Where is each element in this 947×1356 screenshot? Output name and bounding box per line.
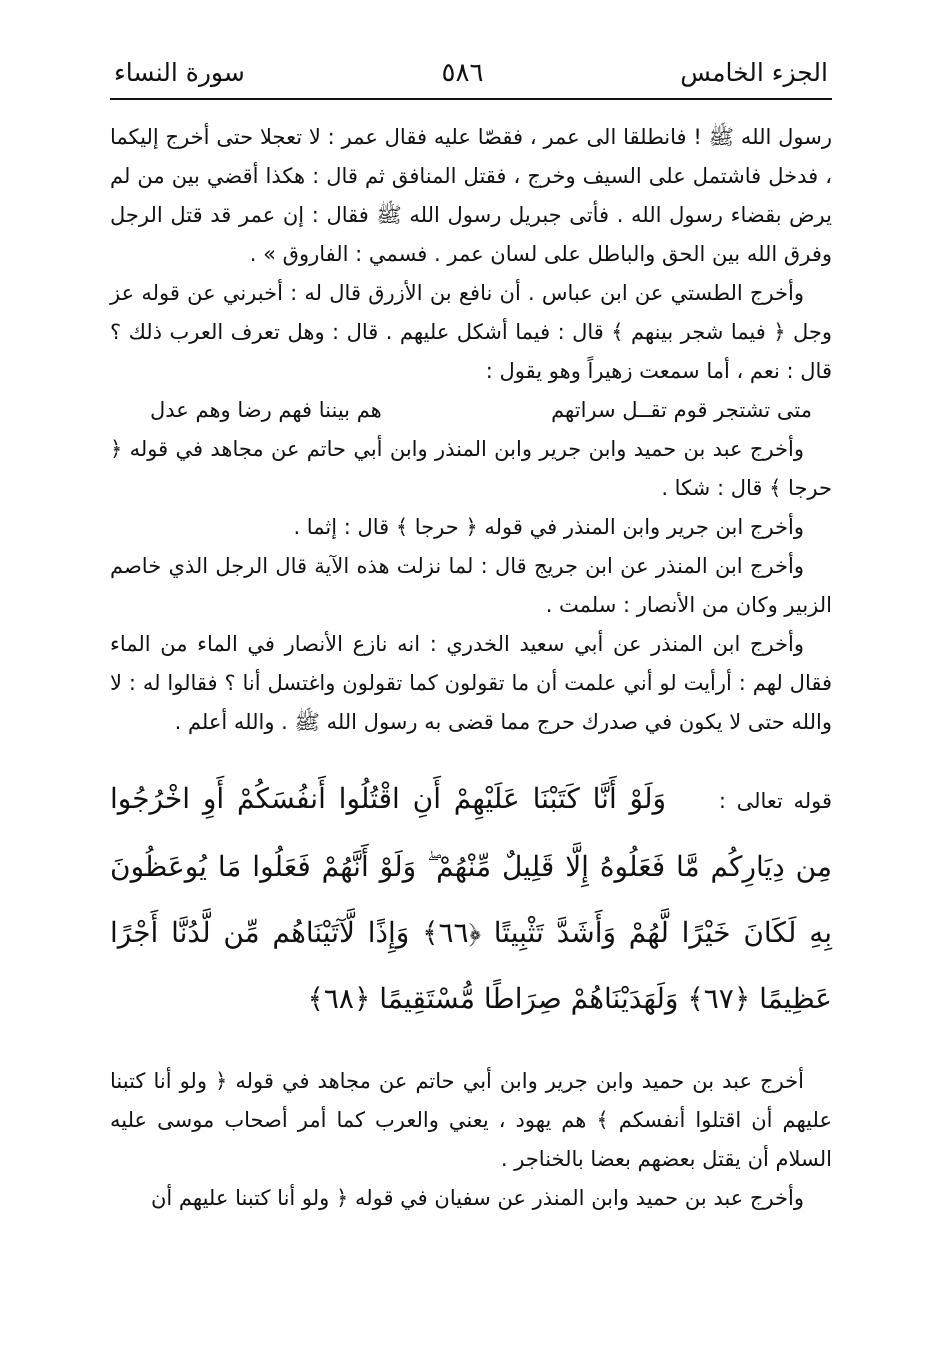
- paragraph: رسول الله ﷺ ! فانطلقا الى عمر ، فقصّا عليه فقال عمر : لا تعجلا حتى أخرج إليكما ، فدخل فاشتمل على السيف وخرج ، فقتل المنافق ثم قال : هكذا أقضي بين من لم يرض بقضاء رسول الله . فأتى جبريل رسول الله ﷺ فقال : إن عمر قد قتل الرجل وفرق الله بين الحق والباطل على لسان عمر . فسمي : الفاروق » .: [110, 125, 832, 266]
- paragraph: وأخرج ابن جرير وابن المنذر في قوله ﴿ حرجا ﴾ قال : إثما .: [293, 515, 804, 539]
- paragraph: وأخرج عبد بن حميد وابن المنذر عن سفيان في قوله ﴿ ولو أنا كتبنا عليهم أن: [151, 1186, 804, 1210]
- running-header: [110, 58, 832, 98]
- page-number: ٥٨٦: [441, 58, 484, 88]
- quran-passage: [110, 766, 832, 1032]
- quran-ayah-text: وَلَوْ أَنَّا كَتَبْنَا عَلَيْهِمْ أَنِ اقْتُلُوا أَنفُسَكُمْ أَوِ اخْرُجُوا مِن دِيَارِكُم مَّا فَعَلُوهُ إِلَّا قَلِيلٌ مِّنْهُمْ ۖ وَلَوْ أَنَّهُمْ فَعَلُوا مَا يُوعَظُونَ بِهِ لَكَانَ خَيْرًا لَّهُمْ وَأَشَدَّ تَثْبِيتًا ﴿٦٦﴾ وَإِذًا لَّآتَيْنَاهُم مِّن لَّدُنَّا أَجْرًا عَظِيمًا ﴿٦٧﴾ وَلَهَدَيْنَاهُمْ صِرَاطًا مُّسْتَقِيمًا ﴿٦٨﴾: [110, 782, 832, 1015]
- body-text-bottom: [110, 1062, 832, 1218]
- verse-hemistich-second: هم بيننا فهم رضا وهم عدل: [150, 398, 382, 422]
- poetry-verse: [110, 391, 832, 430]
- header-rule: [110, 98, 832, 100]
- verse-hemistich-first: متى تشتجر قوم تقــل سراتهم: [551, 398, 812, 422]
- paragraph: أخرج عبد بن حميد وابن جرير وابن أبي حاتم عن مجاهد في قوله ﴿ ولو أنا كتبنا عليهم أن اقتلوا أنفسكم ﴾ هم يهود ، يعني والعرب كما أمر أصحاب موسى عليه السلام أن يقتل بعضهم بعضا بالخناجر .: [110, 1069, 832, 1171]
- paragraph: وأخرج الطستي عن ابن عباس . أن نافع بن الأزرق قال له : أخبرني عن قوله عز وجل ﴿ فيما شجر بينهم ﴾ قال : فيما أشكل عليهم . قال : وهل تعرف العرب ذلك ؟ قال : نعم ، أما سمعت زهيراً وهو يقول :: [110, 281, 832, 383]
- paragraph: وأخرج عبد بن حميد وابن جرير وابن المنذر وابن أبي حاتم عن مجاهد في قوله ﴿ حرجا ﴾ قال : شكا .: [110, 437, 832, 500]
- header-part: الجزء الخامس: [680, 58, 828, 87]
- body-text: [110, 118, 832, 742]
- quran-lead: قوله تعالى :: [718, 789, 833, 813]
- paragraph: وأخرج ابن المنذر عن أبي سعيد الخدري : انه نازع الأنصار في الماء من الماء فقال لهم : أرأيت لو أني علمت أن ما تقولون كما تقولون واغتسل أنا ؟ فقالوا له : لا والله حتى لا يكون في صدرك حرج مما قضى به رسول الله ﷺ . والله أعلم .: [110, 632, 832, 734]
- section-gap: [110, 1032, 832, 1062]
- paragraph: وأخرج ابن المنذر عن ابن جريج قال : لما نزلت هذه الآية قال الرجل الذي خاصم الزبير وكان من الأنصار : سلمت .: [110, 554, 832, 617]
- header-surah: سورة النساء: [114, 58, 245, 87]
